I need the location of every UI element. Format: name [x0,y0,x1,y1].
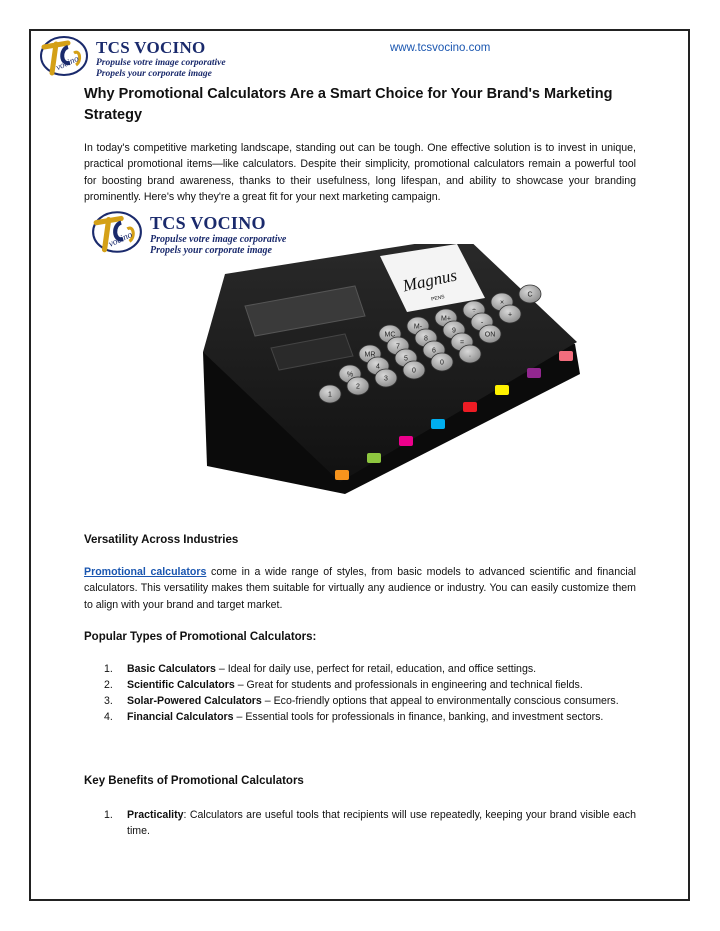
calculator-key [347,377,369,395]
sticky-tab [463,402,477,412]
svg-text:ON: ON [484,331,496,339]
svg-text:M-: M- [413,323,423,331]
sticky-tab [527,368,541,378]
svg-text:+: + [507,311,513,319]
sticky-tab [399,436,413,446]
svg-text:.: . [469,351,471,359]
website-link[interactable]: www.tcsvocino.com [390,42,491,54]
image-brand-name: TCS VOCINO [150,213,266,233]
sticky-tab [559,351,573,361]
svg-text:vocino: vocino [107,230,135,250]
types-list [84,661,636,725]
calculator-key [499,305,521,323]
svg-text:3: 3 [384,375,388,383]
tcs-logo-mark-icon [38,33,90,84]
section1-body: come in a wide range of styles, from basic models to advanced scientific and financial calculators. This versatility makes them suitable for virtually any audience or industry. You can easily customize them to align with your brand and target market. [84,566,636,611]
calculator-key [431,353,453,371]
intro-paragraph: In today's competitive marketing landscape, standing out can be tough. One effective solution is to invest in unique, practical promotional items—like calculators. Despite their simplicity, promotional calculators remain a powerful tool for boosting brand awareness, thanks to their usefulness, long lifespan, and ability to showcase your branding prominently. Here's why they're a great fit for your next marketing campaign. [84,142,636,203]
list-item: 1. Practicality: Calculators are useful tools that recipients will use repeatedly, keeping your brand visible each time. [104,809,636,837]
article-title: Why Promotional Calculators Are a Smart Choice for Your Brand's Marketing Strategy [84,86,613,123]
tagline-fr: Propulse votre image corporative [96,58,226,69]
list-item: 3. Solar-Powered Calculators – Eco-friendly options that appeal to environmentally conscious consumers. [104,695,619,707]
svg-text:0: 0 [440,359,444,367]
svg-text:÷: ÷ [472,307,476,315]
svg-text:8: 8 [424,335,428,343]
svg-text:vocino: vocino [54,53,81,73]
section1-heading: Versatility Across Industries [84,534,239,546]
svg-text:M+: M+ [441,315,451,323]
promotional-calculators-link[interactable]: Promotional calculators [84,566,207,578]
calculator-key [319,385,341,403]
calculator-key [403,361,425,379]
list-item: 4. Financial Calculators – Essential tools for professionals in finance, banking, and investment sectors. [104,711,604,723]
brand-name: TCS VOCINO [96,38,206,58]
header-logo [38,33,226,84]
svg-text:4: 4 [376,363,380,371]
svg-text:7: 7 [396,343,400,351]
svg-text:1: 1 [328,391,332,399]
calculator-sub-text: PENS [430,294,446,303]
svg-text:6: 6 [432,347,436,355]
image-tagline-en: Propels your corporate image [150,245,272,256]
svg-text:-: - [480,319,484,327]
svg-text:MR: MR [364,351,376,359]
tagline-en: Propels your corporate image [96,68,212,79]
image-tagline-fr: Propulse votre image corporative [150,234,287,245]
sticky-tab [495,385,509,395]
svg-text:=: = [459,339,465,347]
calculator-key [375,369,397,387]
section2-heading: Popular Types of Promotional Calculators: [84,631,317,643]
calculator-key [459,345,481,363]
sticky-tab [431,419,445,429]
benefits-list [84,807,636,839]
calculator-image [195,244,595,504]
svg-text:5: 5 [404,355,408,363]
svg-text:MC: MC [384,331,396,339]
svg-text:%: % [346,371,354,379]
calculator-key [519,285,541,303]
calculator-key [479,325,501,343]
svg-text:×: × [499,299,505,307]
list-item: 2. Scientific Calculators – Great for students and professionals in engineering and technical fields. [104,679,583,691]
svg-text:C: C [527,291,533,299]
section1-paragraph [84,564,636,613]
list-item: 1. Basic Calculators – Ideal for daily use, perfect for retail, education, and office settings. [104,663,537,675]
svg-text:9: 9 [452,327,456,335]
svg-text:2: 2 [356,383,360,391]
calculator-brand-text: Magnus [400,265,459,296]
sticky-tab [335,470,349,480]
section3-heading: Key Benefits of Promotional Calculators [84,775,304,787]
sticky-tab [367,453,381,463]
svg-text:0: 0 [412,367,416,375]
tcs-logo-mark-icon [90,208,144,261]
